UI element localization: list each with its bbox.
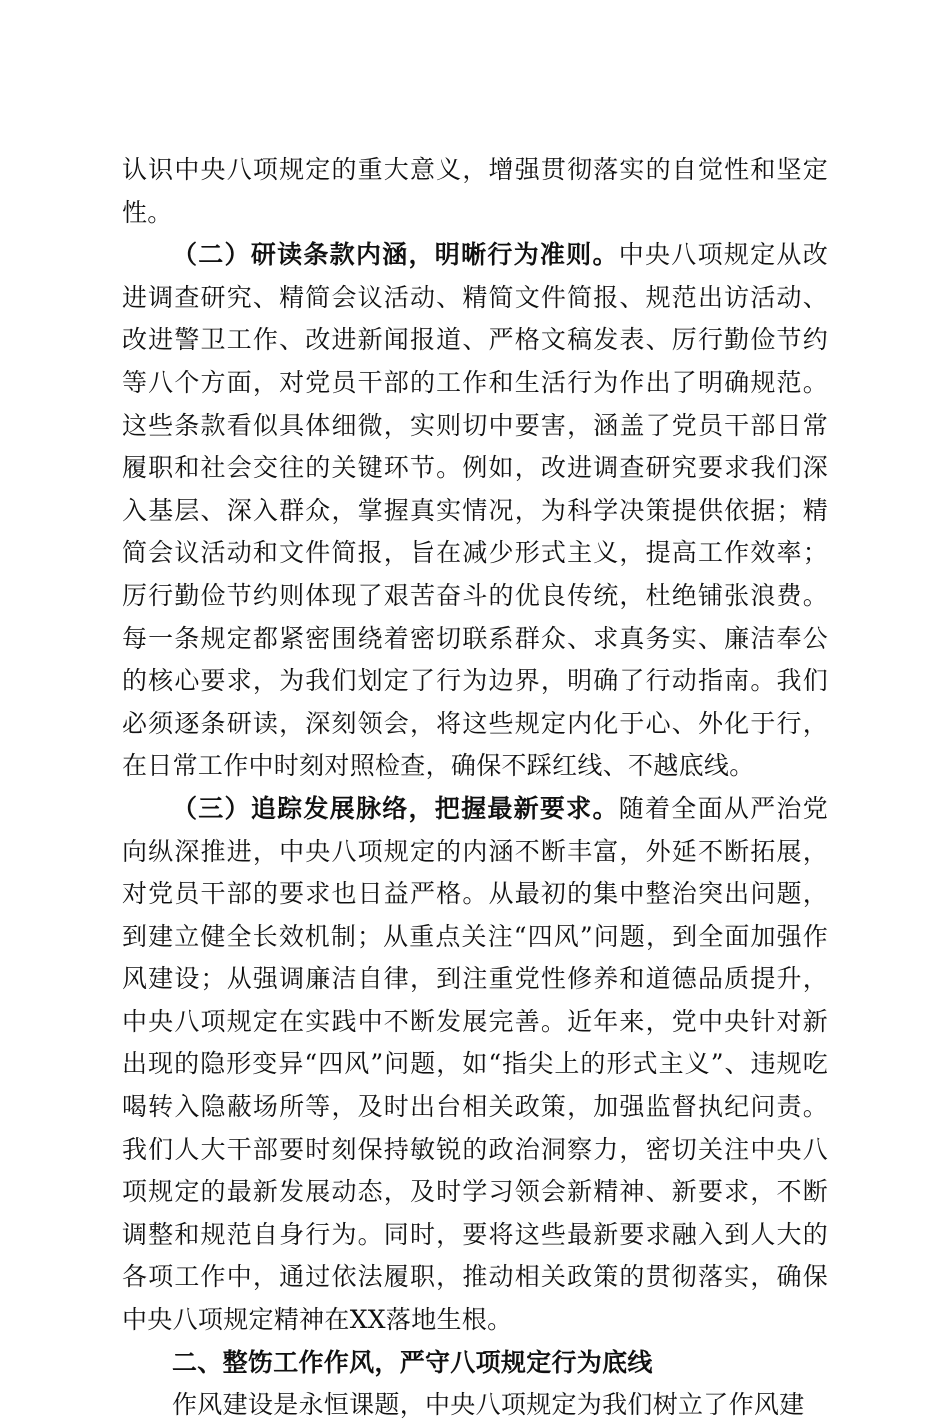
section-heading: 二、整饬工作作风，严守八项规定行为底线 <box>172 1347 653 1377</box>
paragraph-study-provisions <box>122 234 828 788</box>
paragraph-work-style-intro: 作风建设是永恒课题，中央八项规定为我们树立了作风建 <box>172 1390 805 1420</box>
paragraph-body-text: 随着全面从严治党向纵深推进，中央八项规定的内涵不断丰富，外延不断拓展，对党员干部的要求也日益严格。从最初的集中整治突出问题，到建立健全长效机制；从重点关注“四风”问题，到全面加强作风建设；从强调廉洁自律，到注重党性修养和道德品质提升，中央八项规定在实践中不断发展完善。近年来，党中央针对新出现的隐形变异“四风”问题，如“指尖上的形式主义”、违规吃喝转入隐蔽场所等，及时出台相关政策，加强监督执纪问责。我们人大干部要时刻保持敏锐的政治洞察力，密切关注中央八项规定的最新发展动态，及时学习领会新精神、新要求，不断调整和规范自身行为。同时，要将这些最新要求融入到人大的各项工作中，通过依法履职，推动相关政策的贯彻落实，确保中央八项规定精神在XX落地生根。 <box>122 793 829 1335</box>
paragraph-continuation: 认识中央八项规定的重大意义，增强贯彻落实的自觉性和坚定性。 <box>122 155 828 227</box>
document-body <box>122 149 828 1427</box>
paragraph-track-development <box>122 788 828 1342</box>
paragraph-lead-title: （二）研读条款内涵，明晰行为准则。 <box>172 240 619 270</box>
paragraph-body-text: 中央八项规定从改进调查研究、精简会议活动、精简文件简报、规范出访活动、改进警卫工作、改进新闻报道、严格文稿发表、厉行勤俭节约等八个方面，对党员干部的工作和生活行为作出了明确规范。这些条款看似具体细微，实则切中要害，涵盖了党员干部日常履职和社会交往的关键环节。例如，改进调查研究要求我们深入基层、深入群众，掌握真实情况，为科学决策提供依据；精简会议活动和文件简报，旨在减少形式主义，提高工作效率；厉行勤俭节约则体现了艰苦奋斗的优良传统，杜绝铺张浪费。每一条规定都紧密围绕着密切联系群众、求真务实、廉洁奉公的核心要求，为我们划定了行为边界，明确了行动指南。我们必须逐条研读，深刻领会，将这些规定内化于心、外化于行，在日常工作中时刻对照检查，确保不踩红线、不越底线。 <box>122 240 829 781</box>
paragraph-lead-title: （三）追踪发展脉络，把握最新要求。 <box>172 793 619 823</box>
